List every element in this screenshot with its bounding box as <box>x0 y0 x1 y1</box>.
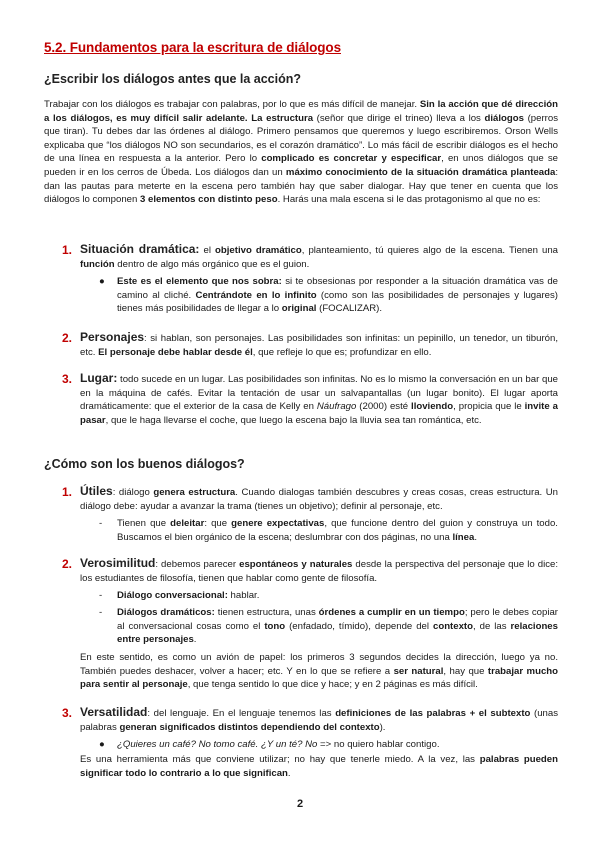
list-number: 2. <box>62 557 73 571</box>
dash-marker: - <box>99 518 103 529</box>
section-title: 5.2. Fundamentos para la escritura de diálogos <box>44 40 341 55</box>
intro-paragraph: Trabajar con los diálogos es trabajar con palabras, por lo que es más difícil de manejar. Sin la acción que dé dirección a los diálogos, es muy difícil salir adelante. La estructura (señor que dirige el trineo) lleva a los diálogos (perros que tiran). Tu debes dar las órdenes al diálogo. Primero pensamos que queremos y luego escribiremos. Orson Wells explicaba que “los diálogos NO son secundarios, es el corazón dramático”. Lo más fácil de escribir diálogos es el hecho de una línea en respuesta a la anterior. Pero lo complicado es concretar y especificar, en unos diálogos que se pueden ir en los cerros de Úbeda. Los diálogos dan un máximo conocimiento de la situación dramática planteada: dan las pautas para meterte en la escena pero también hay que saber dialogar. Hay que tener en cuenta que los diálogos lo componen 3 elementos con distinto peso. Harás una mala escena si le das protagonismo al que no es: <box>44 99 558 206</box>
bullet-item-example: ¿Quieres un café? No tomo café. ¿Y un té? No => no quiero hablar contigo. <box>117 739 440 750</box>
list-item-personajes: Personajes: si hablan, son personajes. Las posibilidades son infinitas: un pepinillo, un tenedor, un tiburón, etc. El personaje debe hablar desde él, que refleje lo que es; profundizar en ello. <box>80 330 558 358</box>
bullet-item: Este es el elemento que nos sobra: si te obsesionas por responder a la situación dramática vas de camino al cliché. Centrándote en lo infinito (como son las posibilidades de personajes y lugares) tienes más posibilidades de llegar a lo original (FOCALIZAR). <box>117 276 558 315</box>
heading-good-dialogs: ¿Cómo son los buenos diálogos? <box>44 457 245 471</box>
list-item-situacion-dramatica: Situación dramática: el objetivo dramático, planteamiento, tú quieres algo de la escena. Tienen una función dentro de algo más orgánico que es el guion. <box>80 242 559 270</box>
list-item-utiles: Útiles: diálogo genera estructura. Cuando dialogas también descubres y creas cosas, creas estructura. Un diálogo debe: ayudar a avanzar la trama (tienes un objetivo); definir al personaje, etc. <box>80 484 559 512</box>
page-number: 2 <box>296 798 304 810</box>
list-number: 3. <box>62 706 73 720</box>
list-item-versatilidad: Versatilidad: del lenguaje. En el lenguaje tenemos las definiciones de las palabras + el subtexto (unas palabras generan significados distintos dependiendo del contexto). <box>80 705 558 733</box>
sub-item-deleitar: Tienen que deleitar: que genere expectativas, que funcione dentro del guion y construya un todo. Buscamos el bien orgánico de la escena; deslumbrar con dos páginas, no una línea. <box>117 518 558 543</box>
bullet-icon: ● <box>99 739 105 750</box>
list-number: 1. <box>62 243 73 257</box>
heading-dialogs-before-action: ¿Escribir los diálogos antes que la acción? <box>44 72 302 86</box>
list-number: 3. <box>62 372 73 386</box>
sub-item-conversacional: Diálogo conversacional: hablar. <box>117 590 260 601</box>
list-number: 1. <box>62 485 73 499</box>
dash-marker: - <box>99 590 103 601</box>
bullet-icon: ● <box>99 276 105 287</box>
list-number: 2. <box>62 331 73 345</box>
list-item-verosimilitud: Verosimilitud: debemos parecer espontáneos y naturales desde la perspectiva del personaje que lo dice: los estudiantes de filosofía, tienen que hablar como gente de filosofía. <box>80 556 558 584</box>
paragraph-herramienta: Es una herramienta más que conviene utilizar; no hay que tenerle miedo. A la vez, las palabras pueden significar todo lo contrario a lo que significan. <box>80 754 558 779</box>
paragraph-avion-de-papel: En este sentido, es como un avión de papel: los primeros 3 segundos decides la dirección, luego ya no. También puedes deshacer, volver a hacer; etc. Y en lo que se refiere a ser natural, hay que trabajar mucho para sentir al personaje, que tenga sentido lo que dice y hace; y en 2 páginas es más difícil. <box>80 652 558 691</box>
list-item-lugar: Lugar: todo sucede en un lugar. Las posibilidades son infinitas. No es lo mismo la conversación en un bar que en la máquina de cafés. Evitar la tentación de usar un salvapantallas (un lugar bonito). El lugar aporta dramáticamente: que el exterior de la casa de Kelly en Náufrago (2000) esté lloviendo, propicia que le invite a pasar, que le haga llevarse el coche, que luego la escena bajo la lluvia sea tan romántica, etc. <box>80 371 558 426</box>
sub-item-dramaticos: Diálogos dramáticos: tienen estructura, unas órdenes a cumplir en un tiempo; pero le debes copiar al conversacional cosas como el tono (enfadado, tímido), depende del contexto, de las relaciones entre personajes. <box>117 607 559 646</box>
dash-marker: - <box>99 607 103 618</box>
